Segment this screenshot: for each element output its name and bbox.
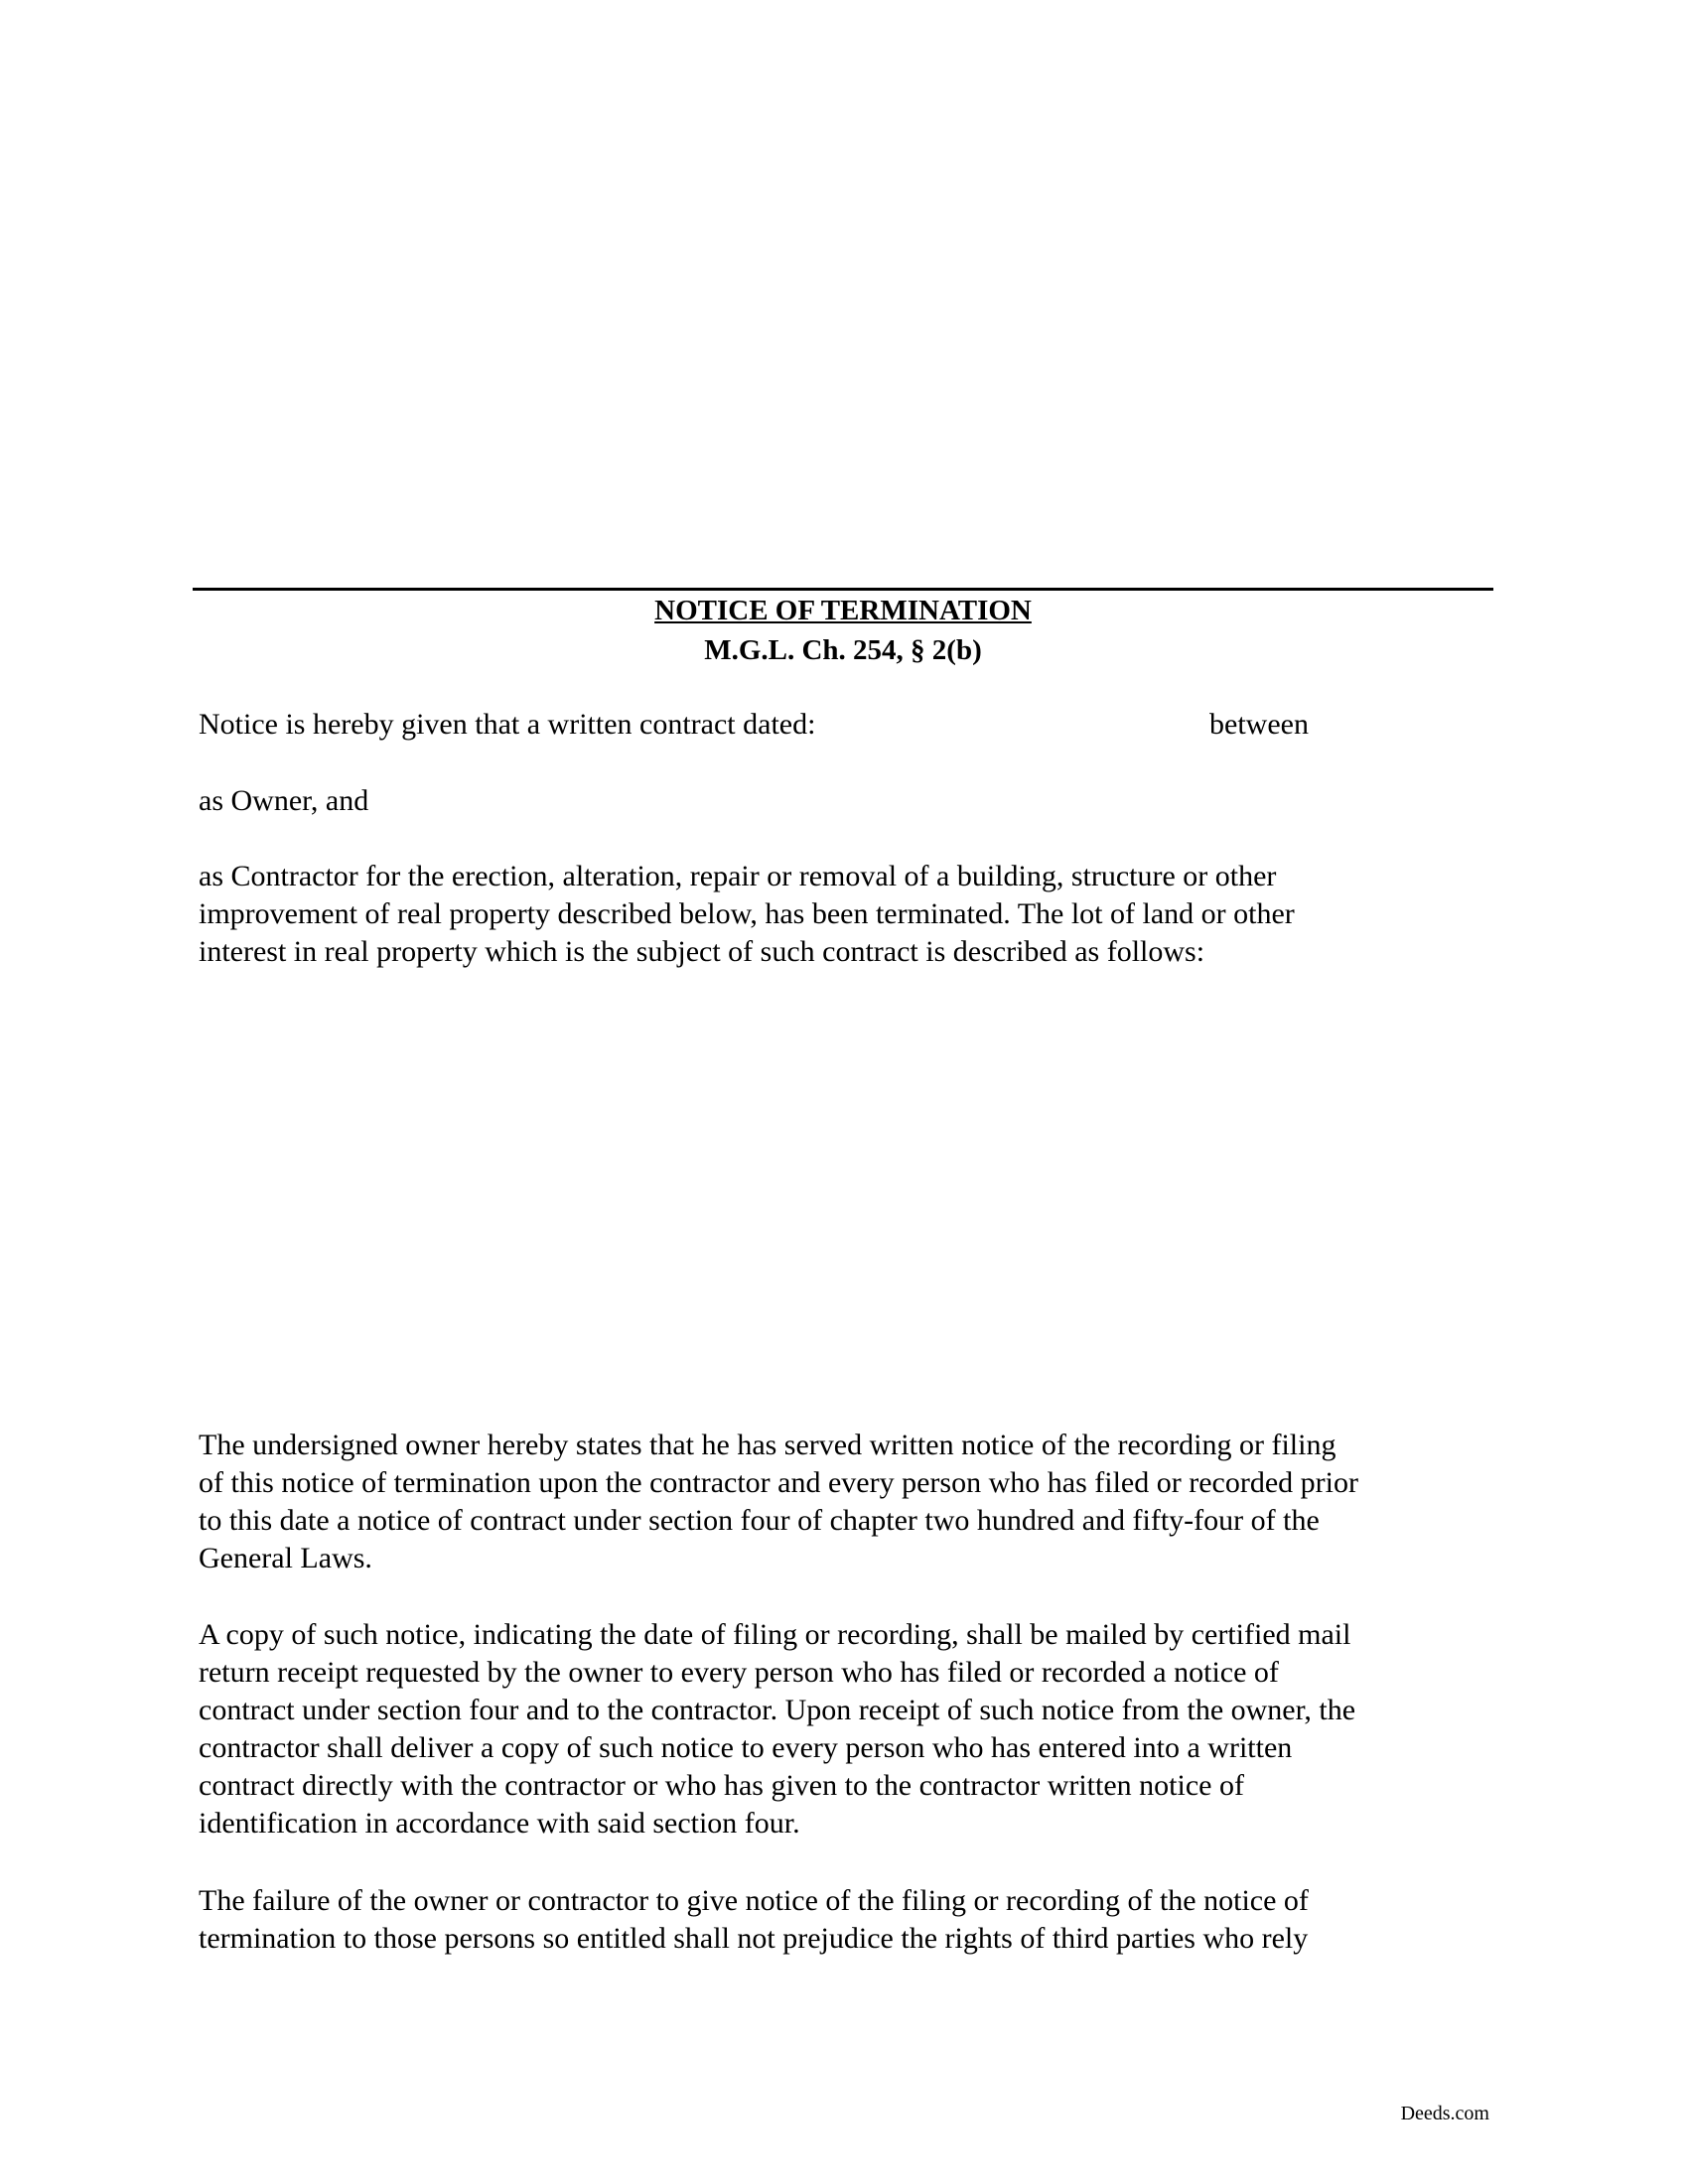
contractor-paragraph-line: improvement of real property described below, has been terminated. The lot of land or other bbox=[199, 897, 1295, 930]
header-rule bbox=[193, 588, 1493, 591]
copy-paragraph-line: contractor shall deliver a copy of such notice to every person who has entered into a written bbox=[199, 1731, 1293, 1764]
contractor-paragraph bbox=[199, 858, 1509, 971]
copy-paragraph-line: contract under section four and to the contractor. Upon receipt of such notice from the owner, the bbox=[199, 1694, 1356, 1726]
contractor-paragraph-line: interest in real property which is the subject of such contract is described as follows: bbox=[199, 935, 1205, 968]
copy-paragraph-line: contract directly with the contractor or who has given to the contractor written notice of bbox=[199, 1769, 1244, 1802]
failure-paragraph bbox=[199, 1882, 1509, 1958]
undersigned-paragraph-line: The undersigned owner hereby states that he has served written notice of the recording or filing bbox=[199, 1429, 1336, 1461]
document-title: NOTICE OF TERMINATION bbox=[654, 595, 1032, 626]
failure-paragraph-line: The failure of the owner or contractor to give notice of the filing or recording of the notice of bbox=[199, 1884, 1309, 1917]
copy-paragraph-line: identification in accordance with said section four. bbox=[199, 1807, 800, 1840]
footer-source: Deeds.com bbox=[1400, 2103, 1489, 2124]
copy-paragraph-line: return receipt requested by the owner to every person who has filed or recorded a notice of bbox=[199, 1656, 1279, 1689]
failure-paragraph-line: termination to those persons so entitled shall not prejudice the rights of third parties who rely bbox=[199, 1922, 1309, 1955]
undersigned-paragraph-line: of this notice of termination upon the contractor and every person who has filed or recorded prior bbox=[199, 1466, 1358, 1499]
undersigned-paragraph-line: General Laws. bbox=[199, 1542, 372, 1574]
copy-paragraph bbox=[199, 1616, 1509, 1843]
owner-label: as Owner, and bbox=[199, 784, 369, 817]
copy-paragraph-line: A copy of such notice, indicating the date of filing or recording, shall be mailed by certified mail bbox=[199, 1618, 1351, 1651]
between-label: between bbox=[1209, 708, 1309, 741]
undersigned-paragraph-line: to this date a notice of contract under section four of chapter two hundred and fifty-four of the bbox=[199, 1504, 1320, 1537]
undersigned-paragraph bbox=[199, 1427, 1509, 1577]
contract-dated-label: Notice is hereby given that a written contract dated: bbox=[199, 708, 816, 741]
statute-reference: M.G.L. Ch. 254, § 2(b) bbox=[704, 634, 982, 666]
contractor-paragraph-line: as Contractor for the erection, alteration, repair or removal of a building, structure or other bbox=[199, 860, 1277, 892]
